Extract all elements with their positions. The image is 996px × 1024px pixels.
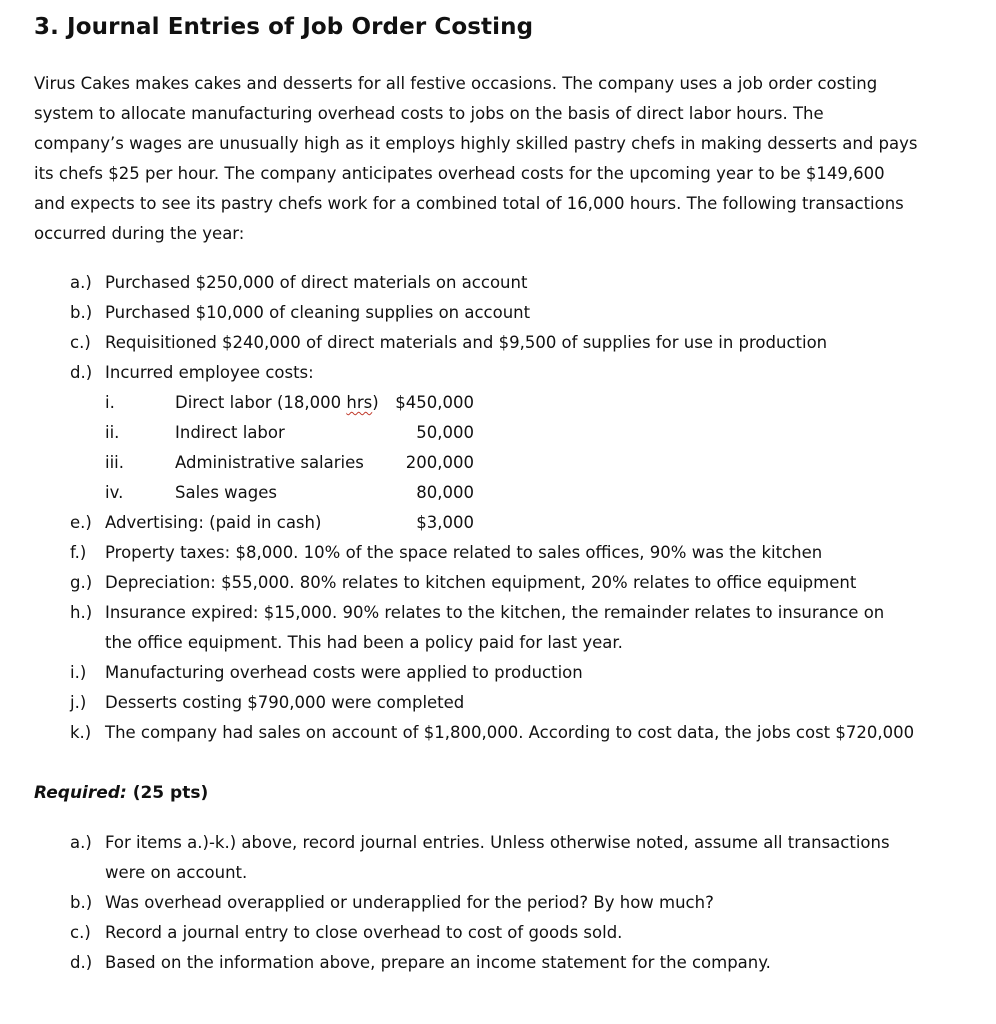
cost-label: Direct labor (18,000 hrs) xyxy=(175,393,379,412)
list-text: For items a.)-k.) above, record journal entries. Unless otherwise noted, assume all transactions xyxy=(105,833,890,852)
list-text: Insurance expired: $15,000. 90% relates to the kitchen, the remainder relates to insurance on xyxy=(105,603,885,622)
employee-cost-row xyxy=(0,478,474,508)
list-marker: c.) xyxy=(70,333,91,352)
page-title: 3. Journal Entries of Job Order Costing xyxy=(34,14,534,40)
cost-amount: 80,000 xyxy=(416,483,474,502)
cost-amount: $3,000 xyxy=(416,513,474,532)
list-text: Purchased $250,000 of direct materials on account xyxy=(105,273,528,292)
spellcheck-underline: hrs xyxy=(346,393,373,412)
list-text: Was overhead overapplied or underapplied for the period? By how much? xyxy=(105,893,714,912)
intro-line: company’s wages are unusually high as it employs highly skilled pastry chefs in making desserts and pays xyxy=(34,134,918,153)
list-marker: c.) xyxy=(70,923,91,942)
list-text: Depreciation: $55,000. 80% relates to kitchen equipment, 20% relates to office equipment xyxy=(105,573,857,592)
list-text: The company had sales on account of $1,800,000. According to cost data, the jobs cost $720,000 xyxy=(105,723,915,742)
intro-line: system to allocate manufacturing overhead costs to jobs on the basis of direct labor hours. The xyxy=(34,104,824,123)
list-marker: f.) xyxy=(70,543,87,562)
required-label: Required: xyxy=(34,783,127,803)
list-marker: b.) xyxy=(70,303,93,322)
employee-cost-row xyxy=(0,418,474,448)
intro-line: and expects to see its pastry chefs work for a combined total of 16,000 hours. The following transactions xyxy=(34,194,904,213)
list-marker: d.) xyxy=(70,363,93,382)
list-text: Property taxes: $8,000. 10% of the space related to sales offices, 90% was the kitchen xyxy=(105,543,823,562)
list-marker: e.) xyxy=(70,513,92,532)
sub-marker: ii. xyxy=(105,423,120,442)
intro-line: Virus Cakes makes cakes and desserts for all festive occasions. The company uses a job order costing xyxy=(34,74,878,93)
list-text: were on account. xyxy=(105,863,248,882)
intro-paragraph xyxy=(34,69,964,249)
employee-cost-row xyxy=(0,448,474,478)
cost-amount: 200,000 xyxy=(405,453,474,472)
cost-label: Sales wages xyxy=(175,483,277,502)
list-marker: k.) xyxy=(70,723,92,742)
list-text: Record a journal entry to close overhead to cost of goods sold. xyxy=(105,923,623,942)
cost-amount: $450,000 xyxy=(395,393,474,412)
cost-label: Indirect labor xyxy=(175,423,285,442)
list-marker: h.) xyxy=(70,603,93,622)
list-marker: a.) xyxy=(70,833,92,852)
sub-marker: iv. xyxy=(105,483,124,502)
transaction-e xyxy=(0,508,474,538)
required-points: (25 pts) xyxy=(132,783,209,803)
list-marker: j.) xyxy=(70,693,87,712)
list-text: Based on the information above, prepare an income statement for the company. xyxy=(105,953,771,972)
employee-cost-row xyxy=(0,388,474,418)
list-text: Incurred employee costs: xyxy=(105,363,314,382)
sub-marker: iii. xyxy=(105,453,124,472)
intro-line: occurred during the year: xyxy=(34,224,245,243)
list-marker: d.) xyxy=(70,953,93,972)
list-text: Desserts costing $790,000 were completed xyxy=(105,693,465,712)
sub-marker: i. xyxy=(105,393,115,412)
list-marker: a.) xyxy=(70,273,92,292)
list-text: Manufacturing overhead costs were applied to production xyxy=(105,663,583,682)
cost-label: Administrative salaries xyxy=(175,453,364,472)
list-text: the office equipment. This had been a policy paid for last year. xyxy=(105,633,623,652)
list-text: Requisitioned $240,000 of direct materials and $9,500 of supplies for use in production xyxy=(105,333,828,352)
list-marker: g.) xyxy=(70,573,93,592)
intro-line: its chefs $25 per hour. The company anticipates overhead costs for the upcoming year to be $149,600 xyxy=(34,164,885,183)
cost-amount: 50,000 xyxy=(416,423,474,442)
list-text: Advertising: (paid in cash) xyxy=(105,513,322,532)
list-marker: b.) xyxy=(70,893,93,912)
list-text: Purchased $10,000 of cleaning supplies on account xyxy=(105,303,531,322)
required-heading xyxy=(34,778,208,808)
list-marker: i.) xyxy=(70,663,87,682)
